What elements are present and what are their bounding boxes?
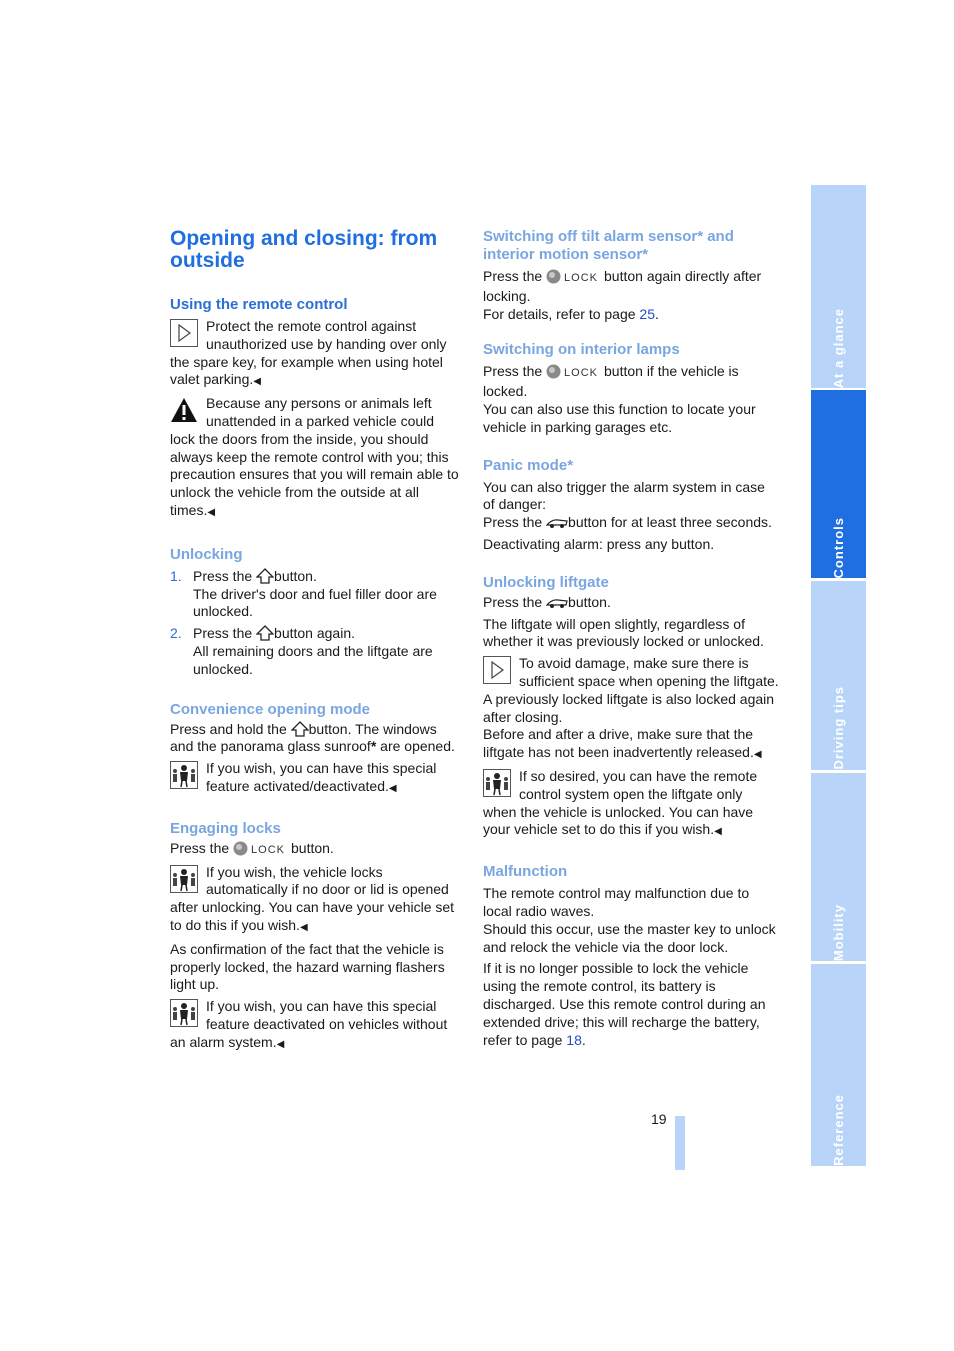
note-text: If you wish, you can have this special feature deactivated on vehicles without an alarm system.◀ <box>170 998 448 1050</box>
service-people-icon <box>170 761 198 789</box>
service-people-icon <box>170 865 198 893</box>
paragraph: Press and hold the button. The windows and the panorama glass sunroof* are opened. <box>170 720 455 755</box>
paragraph: The liftgate will open slightly, regardless of whether it was previously locked or unlocked. <box>483 615 764 650</box>
paragraph: Press the button for at least three seconds. <box>483 514 772 531</box>
section-heading-tilt-alarm: Switching off tilt alarm sensor* and interior motion sensor* <box>483 228 734 263</box>
end-marker-icon: ◀ <box>388 782 397 794</box>
unlock-house-icon <box>256 568 274 584</box>
section-heading-malfunction: Malfunction <box>483 863 568 881</box>
tab-controls[interactable]: Controls <box>811 390 866 578</box>
car-trunk-icon <box>546 516 568 530</box>
section-heading-engaging-locks: Engaging locks <box>170 819 281 837</box>
note-text: Protect the remote control against unauthorized use by handing over only the spare key, for example when using hotel valet parking.◀ <box>170 318 447 388</box>
note-text: If you wish, you can have this special feature activated/deactivated.◀ <box>206 760 437 794</box>
note-text: If you wish, the vehicle locks automatically if no door or lid is opened after unlocking. You can have your vehicle set to do this if you wish.◀ <box>170 863 455 933</box>
lock-button-icon <box>546 364 561 379</box>
service-people-icon <box>483 769 511 797</box>
right-column <box>483 228 779 1049</box>
end-marker-icon: ◀ <box>753 749 762 761</box>
note-text: Because any persons or animals left unattended in a parked vehicle could lock the doors from the inside, you should always keep the remote control with you; this precaution ensures that you will remain able to unlock the vehicle from the outside at all times.◀ <box>170 395 459 518</box>
paragraph: Press the LOCK button again directly after locking. <box>483 268 762 304</box>
unlock-house-icon <box>256 625 274 641</box>
paragraph: Press the LOCK button. <box>170 839 334 856</box>
note-text: To avoid damage, make sure there is sufficient space when opening the liftgate. <box>519 655 779 689</box>
arrow-note-icon <box>483 656 511 684</box>
note-tip <box>170 318 462 391</box>
note-text: Before and after a drive, make sure that the liftgate has not been inadvertently released.◀ <box>483 726 762 761</box>
note-service <box>170 864 462 937</box>
note-warning <box>170 395 462 522</box>
end-marker-icon: ◀ <box>253 376 261 388</box>
end-marker-icon: ◀ <box>714 826 722 838</box>
paragraph: Press the button. <box>483 593 611 610</box>
note-service <box>483 768 779 841</box>
arrow-note-icon <box>170 319 198 347</box>
lock-button-icon <box>233 841 248 856</box>
paragraph: You can also trigger the alarm system in case of danger: <box>483 478 765 513</box>
left-column <box>170 228 462 1054</box>
section-heading-convenience-opening: Convenience opening mode <box>170 700 371 718</box>
page-marker-bar <box>675 1116 685 1170</box>
section-heading-unlocking: Unlocking <box>170 545 243 563</box>
car-trunk-icon <box>546 596 568 610</box>
unlock-house-icon <box>291 721 309 737</box>
paragraph: Deactivating alarm: press any button. <box>483 535 715 552</box>
note-service <box>170 998 462 1053</box>
note-service <box>170 760 462 798</box>
paragraph: Press the LOCK button if the vehicle is locked. <box>483 363 739 400</box>
warning-icon <box>170 396 198 424</box>
tab-reference[interactable]: Reference <box>811 964 866 1166</box>
page-title: Opening and closing: from outside <box>170 227 438 272</box>
paragraph: If it is no longer possible to lock the vehicle using the remote control, its battery is discharged. Use this remote control during an extended drive; this will recharge the battery, refer to page 18. <box>483 960 766 1048</box>
section-heading-panic-mode: Panic mode* <box>483 456 574 474</box>
tab-at-a-glance[interactable]: At a glance <box>811 185 866 388</box>
end-marker-icon: ◀ <box>207 506 216 518</box>
tab-driving-tips[interactable]: Driving tips <box>811 581 866 770</box>
page-link[interactable]: 18 <box>566 1031 582 1048</box>
section-heading-unlocking-liftgate: Unlocking liftgate <box>483 573 609 591</box>
end-marker-icon: ◀ <box>276 1038 285 1050</box>
section-heading-interior-lamps: Switching on interior lamps <box>483 341 680 359</box>
paragraph: As confirmation of the fact that the vehicle is properly locked, the hazard warning flashers light up. <box>170 940 445 993</box>
note-text: If so desired, you can have the remote control system open the liftgate only when the vehicle is unlocked. You can have your vehicle set to do this if you wish.◀ <box>483 767 758 838</box>
paragraph: You can also use this function to locate your vehicle in parking garages etc. <box>483 400 756 435</box>
unlock-steps <box>170 568 462 679</box>
list-item: 1. Press the button. The driver's door and fuel filler door are unlocked. <box>170 567 437 620</box>
note-tip <box>483 655 779 764</box>
service-people-icon <box>170 999 198 1027</box>
paragraph: Should this occur, use the master key to unlock and relock the vehicle via the door lock. <box>483 920 776 955</box>
section-heading-remote-control: Using the remote control <box>170 296 348 313</box>
tab-mobility[interactable]: Mobility <box>811 773 866 961</box>
end-marker-icon: ◀ <box>299 921 308 933</box>
paragraph: For details, refer to page 25. <box>483 305 659 322</box>
page-link[interactable]: 25 <box>639 305 655 322</box>
lock-button-icon <box>546 269 561 284</box>
page-number: 19 <box>651 1111 667 1127</box>
list-item: 2. Press the button again. All remaining doors and the liftgate are unlocked. <box>170 625 433 677</box>
paragraph: The remote control may malfunction due to local radio waves. <box>483 885 750 919</box>
note-text: A previously locked liftgate is also locked again after closing. <box>483 690 775 725</box>
